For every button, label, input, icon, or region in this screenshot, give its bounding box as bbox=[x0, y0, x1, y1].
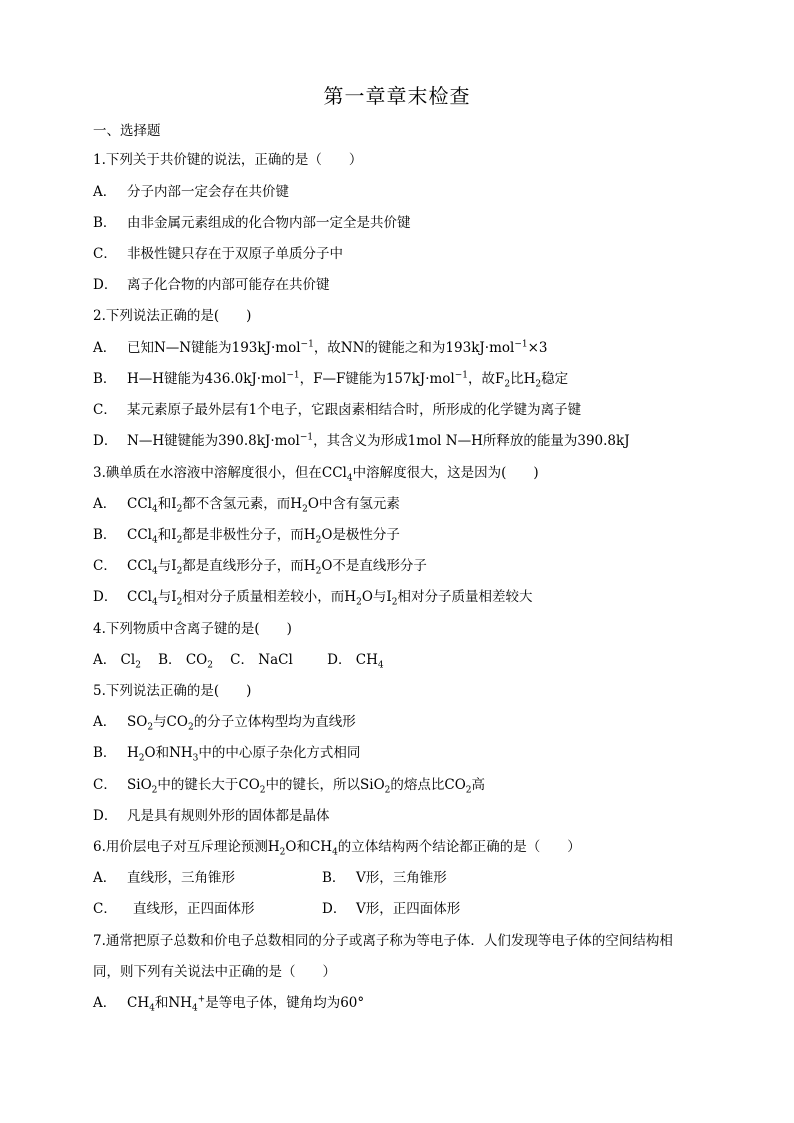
option-text: 都是非极性分子，而H bbox=[182, 527, 316, 543]
option-label: C． bbox=[93, 901, 117, 917]
question-1-option-d bbox=[93, 276, 330, 294]
subscript: 2 bbox=[302, 504, 308, 515]
subscript: 2 bbox=[504, 379, 511, 390]
option-label: D． bbox=[93, 589, 118, 605]
subscript: 2 bbox=[147, 722, 154, 733]
subscript: 2 bbox=[315, 535, 322, 546]
option-label: A． bbox=[93, 714, 117, 730]
subscript: 4 bbox=[151, 566, 158, 577]
option-text: 与CO bbox=[153, 714, 188, 730]
option-label: B． bbox=[93, 527, 117, 543]
option-text: 的分子立体构型均为直线形 bbox=[193, 714, 356, 730]
option-label: D． bbox=[93, 808, 118, 824]
question-1-stem: 1.下列关于共价键的说法，正确的是（ ） bbox=[93, 152, 363, 168]
option-text: CH bbox=[127, 995, 150, 1011]
question-2-option-b bbox=[93, 370, 568, 388]
option-text: 已知N—N键能为193kJ·mol bbox=[127, 340, 301, 356]
question-3-stem bbox=[93, 464, 539, 482]
option-label: D． bbox=[327, 652, 352, 668]
option-text: H—H键能为436.0kJ·mol bbox=[127, 371, 287, 387]
subscript: 2 bbox=[135, 660, 141, 671]
option-text: 分子内部一定会存在共价键 bbox=[127, 184, 289, 200]
question-3-option-b bbox=[93, 526, 400, 544]
subscript: 2 bbox=[259, 785, 266, 796]
subscript: 4 bbox=[191, 1003, 198, 1014]
option-text: 直线形，三角锥形 bbox=[127, 870, 235, 886]
option-text: 都不含氢元素，而H bbox=[182, 496, 303, 512]
option-label: A． bbox=[93, 995, 117, 1011]
option-label: C． bbox=[93, 402, 117, 418]
subscript: 3 bbox=[192, 753, 199, 764]
superscript: −1 bbox=[286, 370, 300, 381]
stem-text: 3.碘单质在水溶液中溶解度很小，但在CCl bbox=[93, 465, 347, 481]
subscript: 4 bbox=[377, 660, 384, 671]
superscript: −1 bbox=[299, 432, 314, 443]
option-text: O中含有氢元素 bbox=[307, 496, 400, 512]
section-heading: 一、选择题 bbox=[93, 123, 161, 139]
question-6-option-d bbox=[322, 900, 460, 918]
subscript: 4 bbox=[151, 597, 158, 608]
subscript: 2 bbox=[187, 722, 194, 733]
subscript: 4 bbox=[332, 847, 338, 858]
option-text: CO bbox=[185, 652, 208, 668]
option-text: 中的键长大于CO bbox=[157, 777, 260, 793]
option-label: D． bbox=[93, 433, 118, 449]
subscript: 4 bbox=[346, 473, 353, 484]
option-text: 由非金属元素组成的化合物内部一定全是共价键 bbox=[127, 215, 411, 231]
question-4-stem: 4.下列物质中含离子键的是( ) bbox=[93, 621, 292, 637]
option-text: 与I bbox=[157, 589, 177, 605]
option-text: 高 bbox=[471, 777, 486, 793]
option-text: SO bbox=[127, 714, 148, 730]
subscript: 2 bbox=[315, 566, 322, 577]
subscript: 2 bbox=[391, 597, 398, 608]
subscript: 2 bbox=[465, 785, 472, 796]
question-7-stem-line-1: 7.通常把原子总数和价电子总数相同的分子或离子称为等电子体．人们发现等电子体的空间结构相 bbox=[93, 933, 673, 949]
question-2-option-d bbox=[93, 432, 630, 450]
option-text: H bbox=[127, 745, 139, 761]
option-text: CCl bbox=[127, 589, 152, 605]
option-label: A． bbox=[93, 496, 117, 512]
question-5-stem: 5.下列说法正确的是( ) bbox=[93, 683, 252, 699]
question-6-option-b bbox=[322, 869, 447, 887]
question-1-option-c bbox=[93, 245, 343, 263]
superscript: −1 bbox=[300, 339, 314, 350]
option-text: O和NH bbox=[144, 745, 193, 761]
option-label: B． bbox=[158, 652, 182, 668]
subscript: 2 bbox=[176, 504, 183, 515]
option-text: Cl bbox=[120, 652, 136, 668]
stem-text: O和CH bbox=[285, 839, 333, 855]
question-7-option-a bbox=[93, 994, 364, 1012]
option-text: N—H键键能为390.8kJ·mol bbox=[127, 433, 300, 449]
option-label: B． bbox=[93, 215, 117, 231]
subscript: 2 bbox=[176, 597, 183, 608]
option-text: 的熔点比CO bbox=[390, 777, 466, 793]
option-text: 某元素原子最外层有1个电子，它跟卤素相结合时，所形成的化学键为离子键 bbox=[127, 402, 582, 418]
option-text: 和I bbox=[157, 496, 177, 512]
option-text: 中的键长，所以SiO bbox=[265, 777, 385, 793]
question-3-option-d bbox=[93, 588, 532, 606]
question-6-option-c bbox=[93, 900, 255, 918]
subscript: 2 bbox=[356, 597, 362, 608]
question-6-option-a bbox=[93, 869, 235, 887]
stem-text: 6.用价层电子对互斥理论预测H bbox=[93, 839, 280, 855]
option-text: ，其含义为形成1mol N—H所释放的能量为390.8kJ bbox=[313, 433, 630, 449]
option-text: CCl bbox=[127, 558, 152, 574]
page-title: 第一章章末检查 bbox=[323, 84, 471, 108]
option-label: B． bbox=[93, 745, 117, 761]
option-text: ，F—F键能为157kJ·mol bbox=[299, 371, 455, 387]
subscript: 2 bbox=[279, 847, 286, 858]
subscript: 2 bbox=[207, 660, 213, 671]
question-2-option-a bbox=[93, 339, 548, 357]
option-text: CCl bbox=[127, 496, 152, 512]
option-label: A． bbox=[93, 340, 117, 356]
option-label: B． bbox=[93, 371, 117, 387]
question-2-stem: 2.下列说法正确的是( ) bbox=[93, 308, 252, 324]
subscript: 4 bbox=[151, 504, 158, 515]
option-text: V形，正四面体形 bbox=[356, 901, 461, 917]
question-5-option-b bbox=[93, 744, 360, 762]
option-text: 相对分子质量相差较小，而H bbox=[182, 589, 357, 605]
option-text: ×3 bbox=[527, 340, 548, 356]
option-text: 直线形，正四面体形 bbox=[133, 901, 255, 917]
option-label: D． bbox=[322, 901, 347, 917]
subscript: 2 bbox=[535, 379, 542, 390]
superscript: −1 bbox=[454, 370, 469, 381]
stem-text: 中溶解度很大，这是因为( ) bbox=[352, 465, 539, 481]
subscript: 2 bbox=[384, 785, 391, 796]
option-text: 中的中心原子杂化方式相同 bbox=[198, 745, 361, 761]
question-4-options bbox=[93, 651, 384, 669]
question-5-option-c bbox=[93, 776, 485, 794]
option-text: V形，三角锥形 bbox=[356, 870, 447, 886]
question-5-option-d bbox=[93, 807, 330, 825]
option-text: 和NH bbox=[154, 995, 192, 1011]
option-text: NaCl bbox=[258, 652, 293, 668]
option-text: 比H bbox=[510, 371, 536, 387]
option-text: CH bbox=[355, 652, 378, 668]
option-label: D． bbox=[93, 277, 118, 293]
option-text: 相对分子质量相差较大 bbox=[397, 589, 533, 605]
option-label: C． bbox=[93, 246, 117, 262]
option-label: C． bbox=[93, 558, 117, 574]
subscript: 2 bbox=[151, 785, 158, 796]
question-5-option-a bbox=[93, 713, 356, 731]
option-text: 都是直线形分子，而H bbox=[182, 558, 316, 574]
option-text: O是极性分子 bbox=[321, 527, 400, 543]
option-text: 非极性键只存在于双原子单质分子中 bbox=[127, 246, 343, 262]
subscript: 4 bbox=[151, 535, 158, 546]
option-text: ，故F bbox=[468, 371, 505, 387]
option-text: 与I bbox=[157, 558, 177, 574]
question-2-option-c bbox=[93, 401, 581, 419]
option-text: 凡是具有规则外形的固体都是晶体 bbox=[127, 808, 330, 824]
question-7-stem-line-2: 同，则下列有关说法中正确的是（ ） bbox=[93, 964, 336, 980]
question-6-stem bbox=[93, 838, 581, 856]
superscript: −1 bbox=[514, 339, 528, 350]
option-text: 离子化合物的内部可能存在共价键 bbox=[127, 277, 330, 293]
option-text: CCl bbox=[127, 527, 152, 543]
option-label: C． bbox=[230, 652, 254, 668]
option-text: 稳定 bbox=[541, 371, 569, 387]
question-3-option-a bbox=[93, 495, 400, 513]
option-label: C． bbox=[93, 777, 117, 793]
question-1-option-b bbox=[93, 214, 411, 232]
option-text: O不是直线形分子 bbox=[321, 558, 427, 574]
option-text: 是等电子体，键角均为60° bbox=[205, 995, 365, 1011]
option-text: ，故NN的键能之和为193kJ·mol bbox=[313, 340, 515, 356]
stem-text: 的立体结构两个结论都正确的是（ ） bbox=[337, 839, 581, 855]
option-label: B． bbox=[322, 870, 346, 886]
subscript: 2 bbox=[138, 753, 145, 764]
question-3-option-c bbox=[93, 557, 427, 575]
subscript: 2 bbox=[176, 535, 183, 546]
option-text: 和I bbox=[157, 527, 177, 543]
option-text: O与I bbox=[361, 589, 392, 605]
superscript: + bbox=[197, 994, 206, 1005]
question-1-option-a bbox=[93, 183, 289, 201]
option-label: A． bbox=[93, 652, 117, 668]
option-text: SiO bbox=[127, 777, 152, 793]
subscript: 4 bbox=[149, 1003, 155, 1014]
subscript: 2 bbox=[176, 566, 183, 577]
option-label: A． bbox=[93, 184, 117, 200]
option-label: A． bbox=[93, 870, 117, 886]
